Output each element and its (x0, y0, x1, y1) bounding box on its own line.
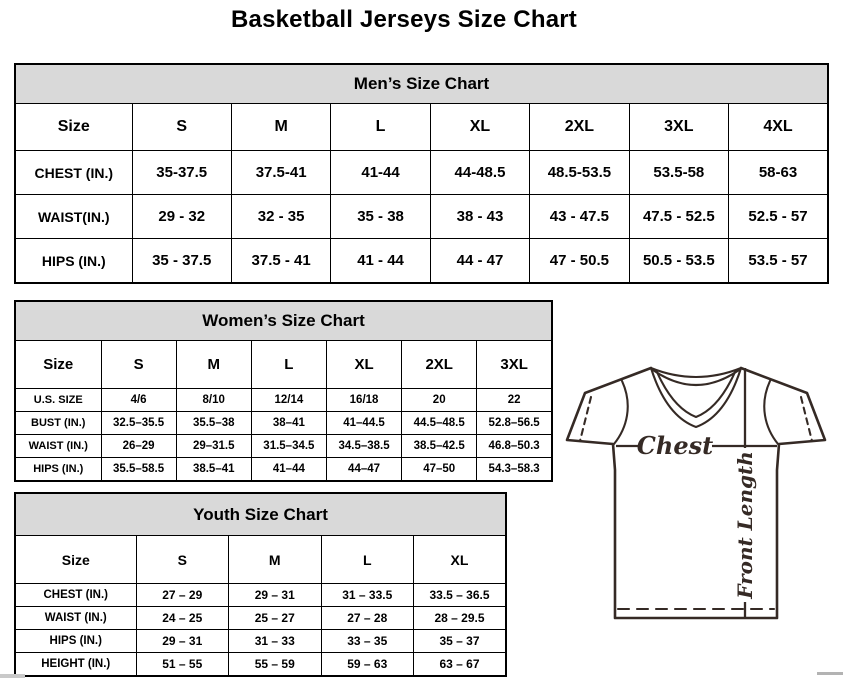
mens-cell: 47 - 50.5 (530, 239, 629, 284)
youth-column-header-xl: XL (414, 536, 507, 584)
youth-row-label: WAIST (IN.) (15, 607, 136, 630)
mens-cell: 41 - 44 (331, 239, 430, 284)
mens-row-label: HIPS (IN.) (15, 239, 132, 284)
womens-cell: 26–29 (101, 435, 176, 458)
youth-row-label: CHEST (IN.) (15, 584, 136, 607)
mens-column-header-size: Size (15, 104, 132, 151)
mens-row (15, 239, 828, 284)
womens-row-label: BUST (IN.) (15, 412, 101, 435)
youth-row (15, 653, 506, 677)
mens-cell: 48.5-53.5 (530, 151, 629, 195)
youth-table-grid (14, 492, 507, 677)
womens-column-header-3xl: 3XL (477, 341, 552, 389)
womens-cell: 46.8–50.3 (477, 435, 552, 458)
womens-row-label: WAIST (IN.) (15, 435, 101, 458)
womens-cell: 44–47 (326, 458, 401, 482)
womens-cell: 47–50 (402, 458, 477, 482)
womens-cell: 38–41 (251, 412, 326, 435)
youth-cell: 51 – 55 (136, 653, 229, 677)
youth-cell: 35 – 37 (414, 630, 507, 653)
mens-cell: 38 - 43 (430, 195, 529, 239)
youth-cell: 63 – 67 (414, 653, 507, 677)
youth-cell: 33 – 35 (321, 630, 414, 653)
youth-cell: 55 – 59 (229, 653, 322, 677)
womens-cell: 34.5–38.5 (326, 435, 401, 458)
womens-cell: 31.5–34.5 (251, 435, 326, 458)
mens-cell: 37.5-41 (231, 151, 330, 195)
mens-column-header-3xl: 3XL (629, 104, 728, 151)
mens-cell: 41-44 (331, 151, 430, 195)
youth-column-header-size: Size (15, 536, 136, 584)
mens-cell: 44 - 47 (430, 239, 529, 284)
youth-row (15, 584, 506, 607)
jersey-outline (567, 368, 825, 618)
womens-row (15, 435, 552, 458)
mens-cell: 50.5 - 53.5 (629, 239, 728, 284)
mens-column-header-2xl: 2XL (530, 104, 629, 151)
horizontal-scrollbar-fragment-right[interactable] (817, 672, 843, 675)
youth-row-label: HEIGHT (IN.) (15, 653, 136, 677)
right-armhole-seam (764, 381, 778, 444)
youth-column-header-s: S (136, 536, 229, 584)
womens-cell: 12/14 (251, 389, 326, 412)
youth-cell: 31 – 33.5 (321, 584, 414, 607)
mens-column-header-m: M (231, 104, 330, 151)
youth-column-header-l: L (321, 536, 414, 584)
mens-cell: 43 - 47.5 (530, 195, 629, 239)
womens-cell: 41–44 (251, 458, 326, 482)
youth-cell: 29 – 31 (136, 630, 229, 653)
womens-caption: Women’s Size Chart (15, 301, 552, 341)
mens-row (15, 151, 828, 195)
womens-row-label: HIPS (IN.) (15, 458, 101, 482)
front-length-label: Front Length (733, 451, 757, 599)
womens-cell: 54.3–58.3 (477, 458, 552, 482)
youth-row (15, 607, 506, 630)
mens-column-header-l: L (331, 104, 430, 151)
womens-column-header-2xl: 2XL (402, 341, 477, 389)
mens-cell: 58-63 (729, 151, 828, 195)
mens-column-header-xl: XL (430, 104, 529, 151)
womens-cell: 52.8–56.5 (477, 412, 552, 435)
mens-cell: 37.5 - 41 (231, 239, 330, 284)
youth-cell: 59 – 63 (321, 653, 414, 677)
youth-caption: Youth Size Chart (15, 493, 506, 536)
mens-caption: Men’s Size Chart (15, 64, 828, 104)
youth-cell: 28 – 29.5 (414, 607, 507, 630)
chest-label: Chest (636, 431, 714, 460)
youth-cell: 31 – 33 (229, 630, 322, 653)
womens-cell: 22 (477, 389, 552, 412)
womens-cell: 32.5–35.5 (101, 412, 176, 435)
womens-cell: 38.5–42.5 (402, 435, 477, 458)
womens-cell: 20 (402, 389, 477, 412)
womens-cell: 35.5–38 (176, 412, 251, 435)
youth-row (15, 630, 506, 653)
womens-row (15, 412, 552, 435)
youth-size-table (14, 492, 507, 670)
mens-cell: 52.5 - 57 (729, 195, 828, 239)
womens-column-header-m: M (176, 341, 251, 389)
mens-cell: 35 - 38 (331, 195, 430, 239)
mens-cell: 53.5-58 (629, 151, 728, 195)
mens-cell: 32 - 35 (231, 195, 330, 239)
mens-column-header-4xl: 4XL (729, 104, 828, 151)
left-armhole-seam (614, 381, 628, 444)
womens-row (15, 389, 552, 412)
jersey-illustration (553, 360, 843, 662)
youth-cell: 27 – 29 (136, 584, 229, 607)
mens-cell: 53.5 - 57 (729, 239, 828, 284)
womens-column-header-xl: XL (326, 341, 401, 389)
mens-row-label: WAIST(IN.) (15, 195, 132, 239)
womens-size-table (14, 300, 553, 473)
womens-cell: 44.5–48.5 (402, 412, 477, 435)
womens-column-header-l: L (251, 341, 326, 389)
womens-cell: 16/18 (326, 389, 401, 412)
womens-cell: 35.5–58.5 (101, 458, 176, 482)
womens-cell: 4/6 (101, 389, 176, 412)
mens-cell: 47.5 - 52.5 (629, 195, 728, 239)
mens-cell: 29 - 32 (132, 195, 231, 239)
youth-cell: 24 – 25 (136, 607, 229, 630)
womens-table-grid (14, 300, 553, 482)
womens-column-header-s: S (101, 341, 176, 389)
youth-column-header-m: M (229, 536, 322, 584)
youth-row-label: HIPS (IN.) (15, 630, 136, 653)
mens-row-label: CHEST (IN.) (15, 151, 132, 195)
jersey-measurement-diagram (553, 360, 843, 662)
youth-cell: 33.5 – 36.5 (414, 584, 507, 607)
womens-row (15, 458, 552, 482)
horizontal-scrollbar-fragment-left[interactable] (0, 674, 25, 678)
mens-cell: 44-48.5 (430, 151, 529, 195)
womens-cell: 29–31.5 (176, 435, 251, 458)
mens-row (15, 195, 828, 239)
collar-band-arc-1 (651, 368, 741, 377)
mens-cell: 35 - 37.5 (132, 239, 231, 284)
womens-row-label: U.S. SIZE (15, 389, 101, 412)
mens-table-grid (14, 63, 829, 284)
mens-size-table (14, 63, 829, 276)
youth-cell: 27 – 28 (321, 607, 414, 630)
mens-cell: 35-37.5 (132, 151, 231, 195)
youth-cell: 29 – 31 (229, 584, 322, 607)
womens-column-header-size: Size (15, 341, 101, 389)
page-title: Basketball Jerseys Size Chart (231, 6, 577, 33)
youth-cell: 25 – 27 (229, 607, 322, 630)
womens-cell: 38.5–41 (176, 458, 251, 482)
mens-column-header-s: S (132, 104, 231, 151)
womens-cell: 41–44.5 (326, 412, 401, 435)
womens-cell: 8/10 (176, 389, 251, 412)
